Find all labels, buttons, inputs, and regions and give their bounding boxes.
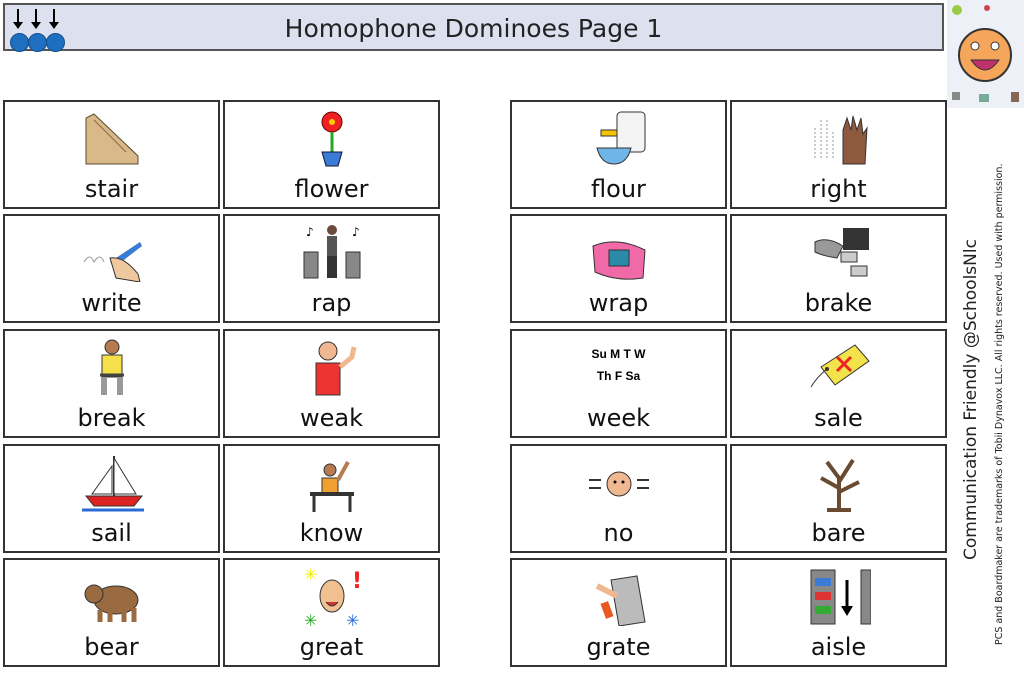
flower-icon xyxy=(300,108,364,168)
domino-card-bear xyxy=(3,558,220,667)
page-title: Homophone Dominoes Page 1 xyxy=(284,14,663,43)
svg-text:♪: ♪ xyxy=(351,225,360,239)
card-word: great xyxy=(299,633,364,661)
card-word: weak xyxy=(300,404,363,432)
card-word: wrap xyxy=(588,289,649,317)
domino-card-week xyxy=(510,329,727,438)
card-word: rap xyxy=(311,289,352,317)
card-word: bare xyxy=(811,519,866,547)
domino-card-brake xyxy=(730,214,947,323)
writing-hand-icon xyxy=(80,222,144,282)
great-face-icon xyxy=(300,566,364,626)
card-word: sail xyxy=(91,519,132,547)
copyright-text: PCS and Boardmaker are trademarks of Tobii Dynavox LLC. All rights reserved. Used with permission. xyxy=(994,163,1005,645)
grater-icon xyxy=(587,566,651,626)
wrapping-present-icon xyxy=(587,222,651,282)
domino-card-right xyxy=(730,100,947,209)
header-bar xyxy=(3,3,944,51)
card-word: no xyxy=(603,519,634,547)
sailboat-icon xyxy=(80,452,144,512)
card-word: right xyxy=(810,175,867,203)
card-word: aisle xyxy=(810,633,867,661)
weak-person-icon xyxy=(300,337,364,397)
domino-card-wrap xyxy=(510,214,727,323)
brand-text: Communication Friendly @SchoolsNlc xyxy=(961,239,981,560)
domino-card-aisle xyxy=(730,558,947,667)
brake-pedal-icon xyxy=(807,222,871,282)
domino-card-break xyxy=(3,329,220,438)
side-panel xyxy=(947,0,1024,675)
card-word: week xyxy=(586,404,651,432)
week-days-icon xyxy=(574,343,664,403)
domino-card-sail xyxy=(3,444,220,553)
domino-card-sale xyxy=(730,329,947,438)
head-shake-icon xyxy=(587,452,651,512)
right-hand-icon xyxy=(807,108,871,168)
bear-icon xyxy=(80,566,144,626)
stairs-icon xyxy=(80,108,144,168)
domino-card-flour xyxy=(510,100,727,209)
domino-card-rap xyxy=(223,214,440,323)
flour-icon xyxy=(587,108,651,168)
svg-text:✳: ✳ xyxy=(345,611,359,626)
card-word: brake xyxy=(804,289,873,317)
domino-card-stair xyxy=(3,100,220,209)
week-days-row-2: Th F Sa xyxy=(596,369,641,383)
domino-card-bare xyxy=(730,444,947,553)
card-word: sale xyxy=(814,404,863,432)
domino-card-write xyxy=(3,214,220,323)
svg-text:!: ! xyxy=(351,569,362,594)
svg-text:✳: ✳ xyxy=(303,611,317,626)
domino-card-grate xyxy=(510,558,727,667)
svg-text:♪: ♪ xyxy=(305,225,314,239)
card-word: stair xyxy=(84,175,139,203)
card-word: write xyxy=(81,289,142,317)
smiling-face-logo-icon xyxy=(947,0,1024,108)
card-word: flower xyxy=(294,175,369,203)
svg-text:✳: ✳ xyxy=(303,566,317,584)
week-days-row-1: Su M T W xyxy=(591,347,646,361)
domino-card-know xyxy=(223,444,440,553)
card-word: flour xyxy=(591,175,646,203)
rapper-icon xyxy=(300,222,364,282)
domino-card-weak xyxy=(223,329,440,438)
sale-tag-icon xyxy=(807,337,871,397)
domino-card-no xyxy=(510,444,727,553)
breaking-stick-icon xyxy=(80,337,144,397)
card-word: break xyxy=(77,404,146,432)
student-hand-up-icon xyxy=(300,452,364,512)
domino-card-flower xyxy=(223,100,440,209)
domino-card-great xyxy=(223,558,440,667)
bare-tree-icon xyxy=(807,452,871,512)
card-word: grate xyxy=(586,633,651,661)
shop-aisle-icon xyxy=(807,566,871,626)
card-word: bear xyxy=(84,633,139,661)
card-word: know xyxy=(299,519,364,547)
